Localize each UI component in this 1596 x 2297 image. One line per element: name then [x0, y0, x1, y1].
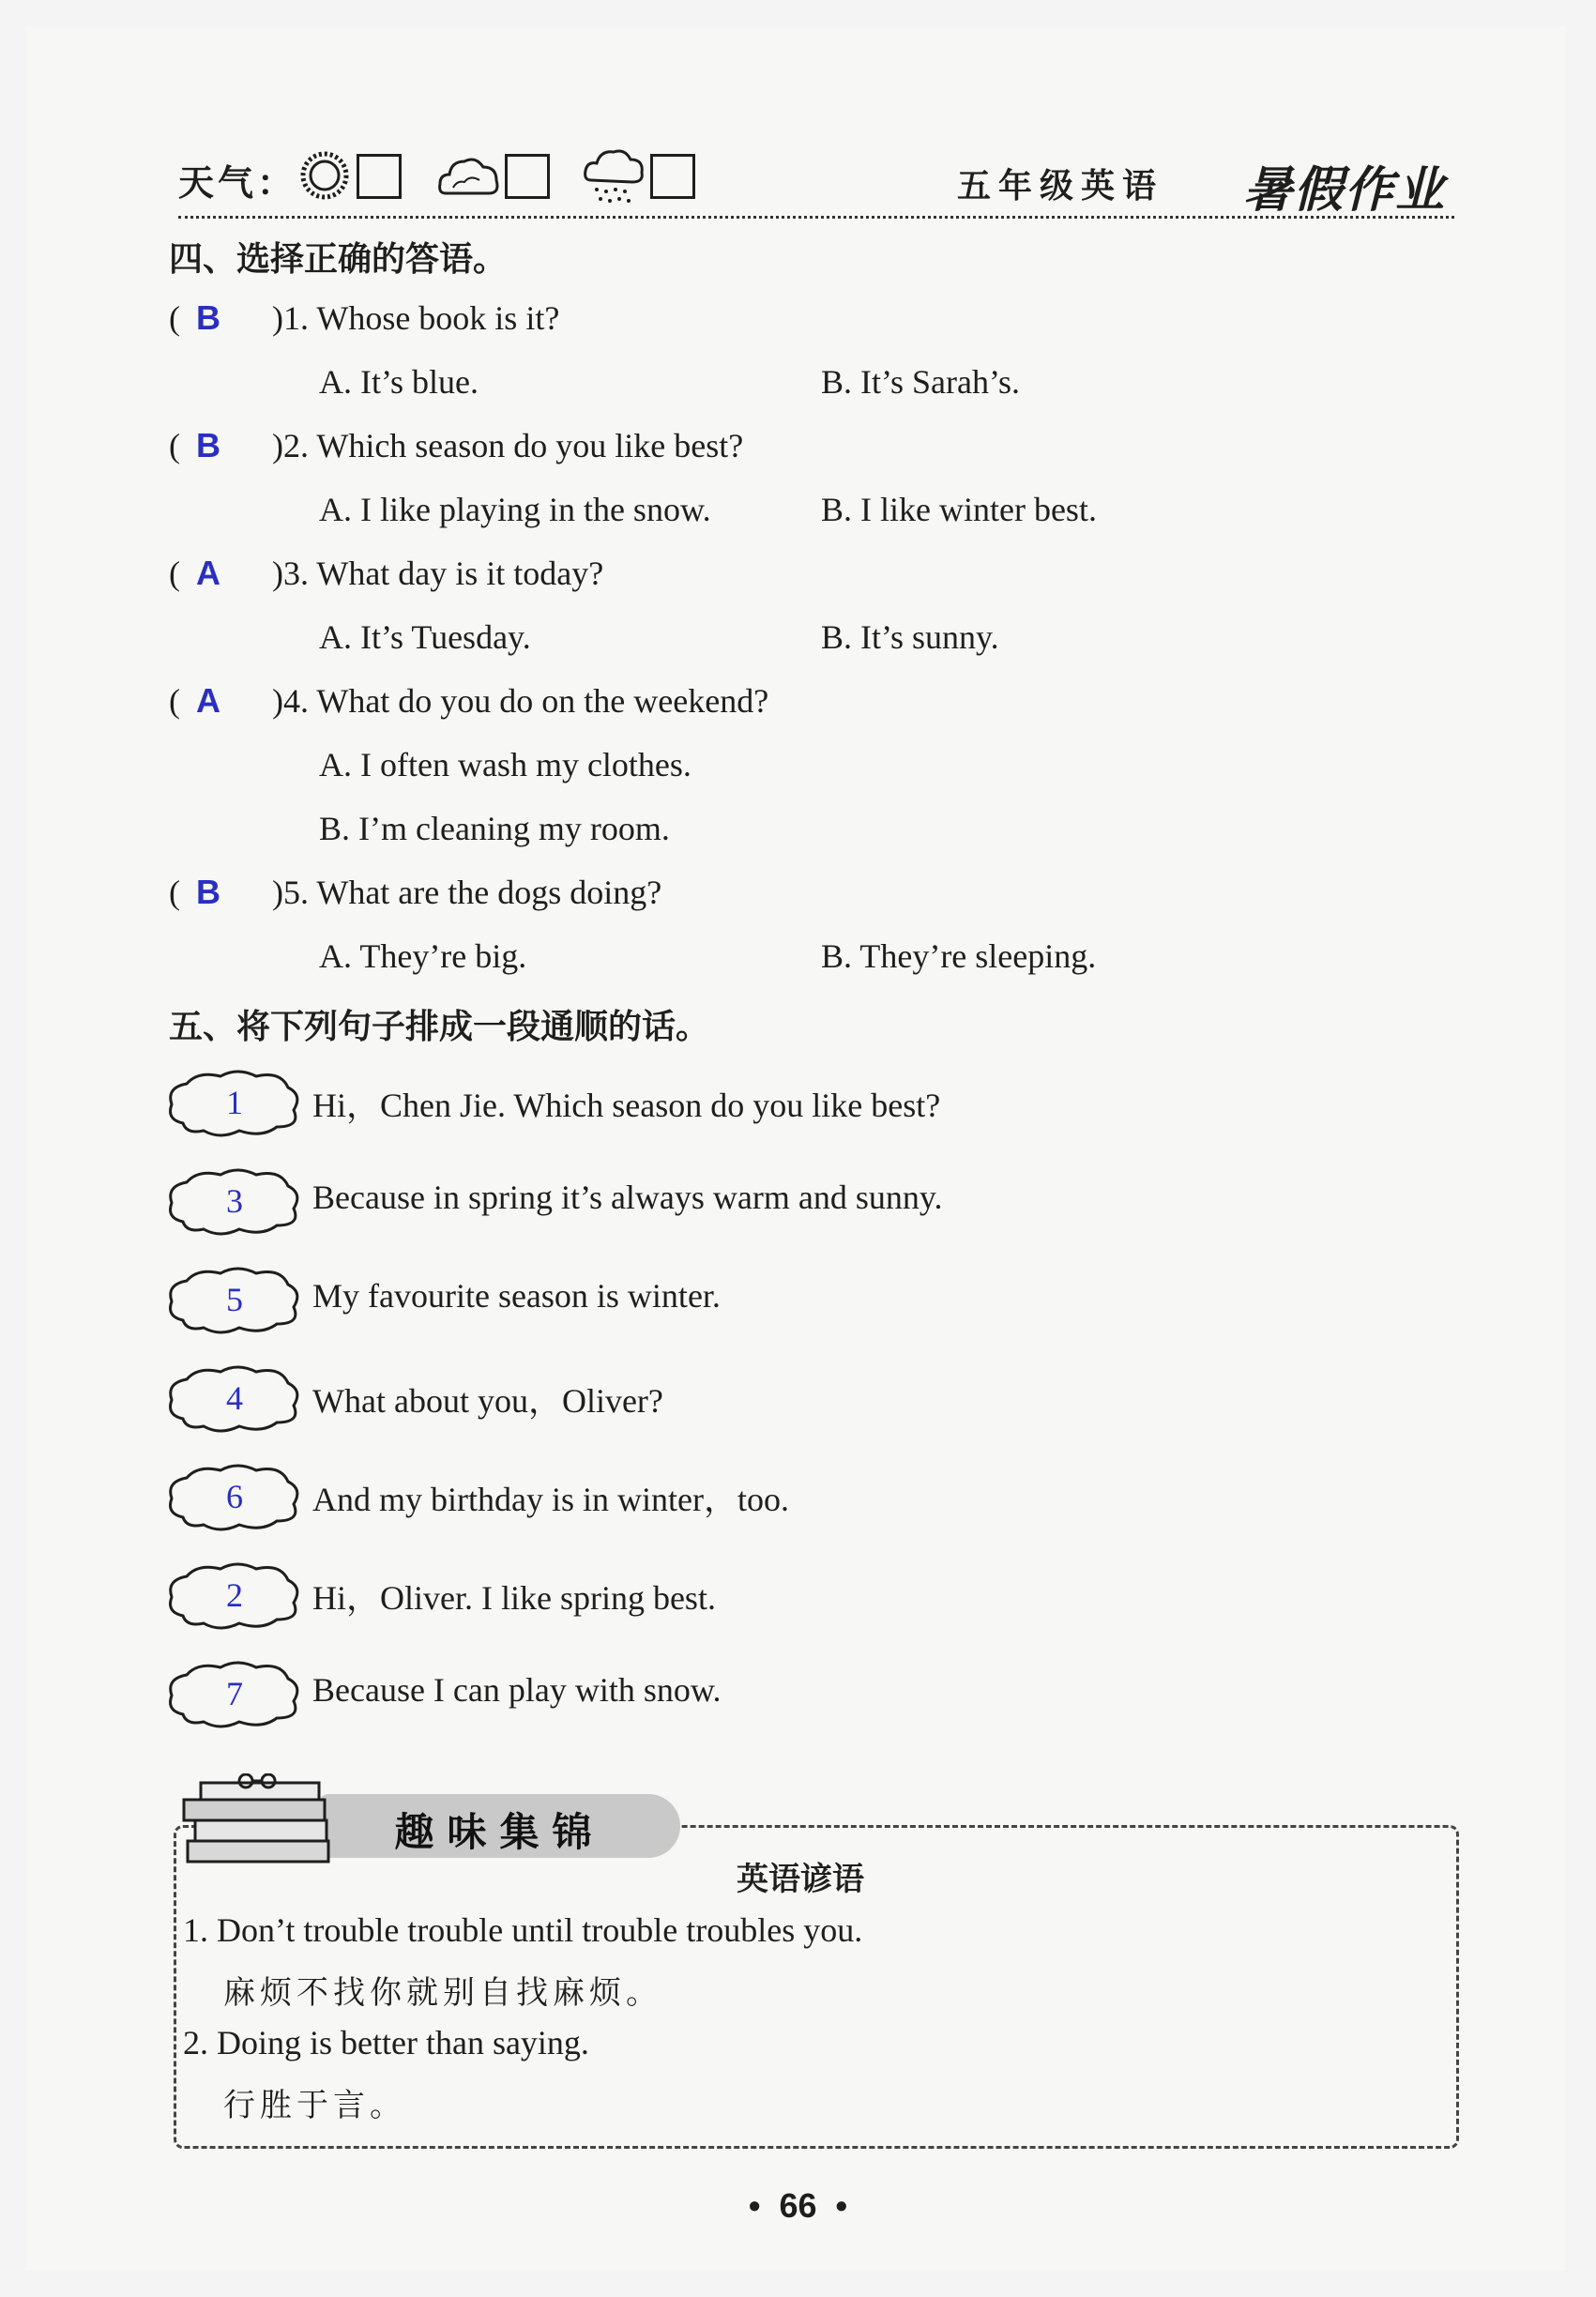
- option-a: A. I like playing in the snow.: [319, 491, 711, 528]
- grade-subject: 五年级英语: [957, 166, 1164, 205]
- sentence-2: Because in spring it’s always warm and sunny.: [312, 1179, 943, 1216]
- weather-label: 天气：: [178, 161, 297, 204]
- answer-value: A: [196, 554, 220, 592]
- option-b: B. It’s Sarah’s.: [821, 363, 1020, 401]
- sentence-1: Hi，Chen Jie. Which season do you like best?: [312, 1087, 941, 1124]
- page-header: [178, 141, 1454, 219]
- option-b: B. I like winter best.: [821, 491, 1097, 528]
- sentence-6: Hi，Oliver. I like spring best.: [312, 1579, 716, 1617]
- rain-cloud-icon: [582, 146, 647, 208]
- sentence-7: Because I can play with snow.: [312, 1671, 722, 1709]
- brand-title: 暑假作业: [1243, 162, 1447, 219]
- cloud-checkbox[interactable]: [505, 154, 550, 199]
- section-5-title: 五、将下列句子排成一段通顺的话。: [169, 1008, 710, 1046]
- section-4-title: 四、选择正确的答语。: [169, 240, 508, 279]
- sun-checkbox[interactable]: [357, 154, 402, 199]
- question-5: [169, 873, 661, 912]
- fun-subtitle: 英语谚语: [737, 1861, 864, 1898]
- rain-checkbox[interactable]: [650, 154, 695, 199]
- question-4: [169, 681, 768, 721]
- option-b: B. They’re sleeping.: [821, 937, 1097, 975]
- question-text: )4. What do you do on the weekend?: [272, 682, 769, 720]
- proverb-2-en: 2. Doing is better than saying.: [183, 2024, 589, 2061]
- order-cloud-4[interactable]: [164, 1361, 305, 1436]
- order-number: 4: [226, 1379, 243, 1417]
- sentence-4: What about you，Oliver?: [312, 1382, 663, 1420]
- fun-banner: [319, 1794, 680, 1858]
- answer-value: A: [196, 681, 220, 720]
- question-text: )3. What day is it today?: [272, 555, 604, 592]
- order-number: 1: [226, 1084, 243, 1121]
- answer-paren[interactable]: ( B: [169, 426, 272, 465]
- option-a: A. I often wash my clothes.: [319, 746, 692, 783]
- proverb-1-en: 1. Don’t trouble trouble until trouble troubles you.: [183, 1911, 863, 1949]
- answer-value: B: [196, 298, 220, 337]
- answer-paren[interactable]: ( B: [169, 298, 272, 338]
- fun-banner-title: 趣味集锦: [394, 1809, 605, 1855]
- cloud-icon: [436, 146, 502, 205]
- question-text: )1. Whose book is it?: [272, 299, 560, 337]
- sun-icon: [296, 146, 354, 205]
- header-divider: [178, 216, 1454, 219]
- order-number: 2: [226, 1576, 243, 1614]
- question-2: [169, 426, 743, 465]
- page-number-value: 66: [779, 2186, 817, 2225]
- answer-paren[interactable]: ( A: [169, 681, 272, 721]
- proverb-1-cn: 麻烦不找你就别自找麻烦。: [223, 1974, 662, 2012]
- sentence-5: And my birthday is in winter，too.: [312, 1481, 789, 1518]
- order-cloud-7[interactable]: [164, 1656, 305, 1731]
- question-3: [169, 554, 603, 593]
- answer-value: B: [196, 873, 220, 911]
- answer-value: B: [196, 426, 220, 464]
- order-number: 3: [226, 1182, 243, 1220]
- answer-paren[interactable]: ( A: [169, 554, 272, 593]
- order-number: 7: [226, 1675, 243, 1712]
- order-cloud-6[interactable]: [164, 1558, 305, 1633]
- order-number: 5: [226, 1281, 243, 1318]
- answer-paren[interactable]: ( B: [169, 873, 272, 912]
- order-cloud-5[interactable]: [164, 1459, 305, 1534]
- order-number: 6: [226, 1478, 243, 1515]
- option-b: B. It’s sunny.: [821, 618, 999, 656]
- order-cloud-1[interactable]: [164, 1065, 305, 1140]
- option-a: A. It’s blue.: [319, 363, 479, 401]
- sentence-3: My favourite season is winter.: [312, 1277, 721, 1315]
- option-a: A. They’re big.: [319, 937, 527, 975]
- page-number: • 66 •: [748, 2186, 848, 2225]
- question-text: )5. What are the dogs doing?: [272, 874, 662, 911]
- question-text: )2. Which season do you like best?: [272, 427, 744, 464]
- order-cloud-2[interactable]: [164, 1164, 305, 1239]
- books-icon: [178, 1773, 342, 1867]
- option-a: A. It’s Tuesday.: [319, 618, 531, 656]
- proverb-2-cn: 行胜于言。: [223, 2087, 406, 2124]
- order-cloud-3[interactable]: [164, 1262, 305, 1337]
- option-b: B. I’m cleaning my room.: [319, 810, 670, 847]
- question-1: [169, 298, 559, 338]
